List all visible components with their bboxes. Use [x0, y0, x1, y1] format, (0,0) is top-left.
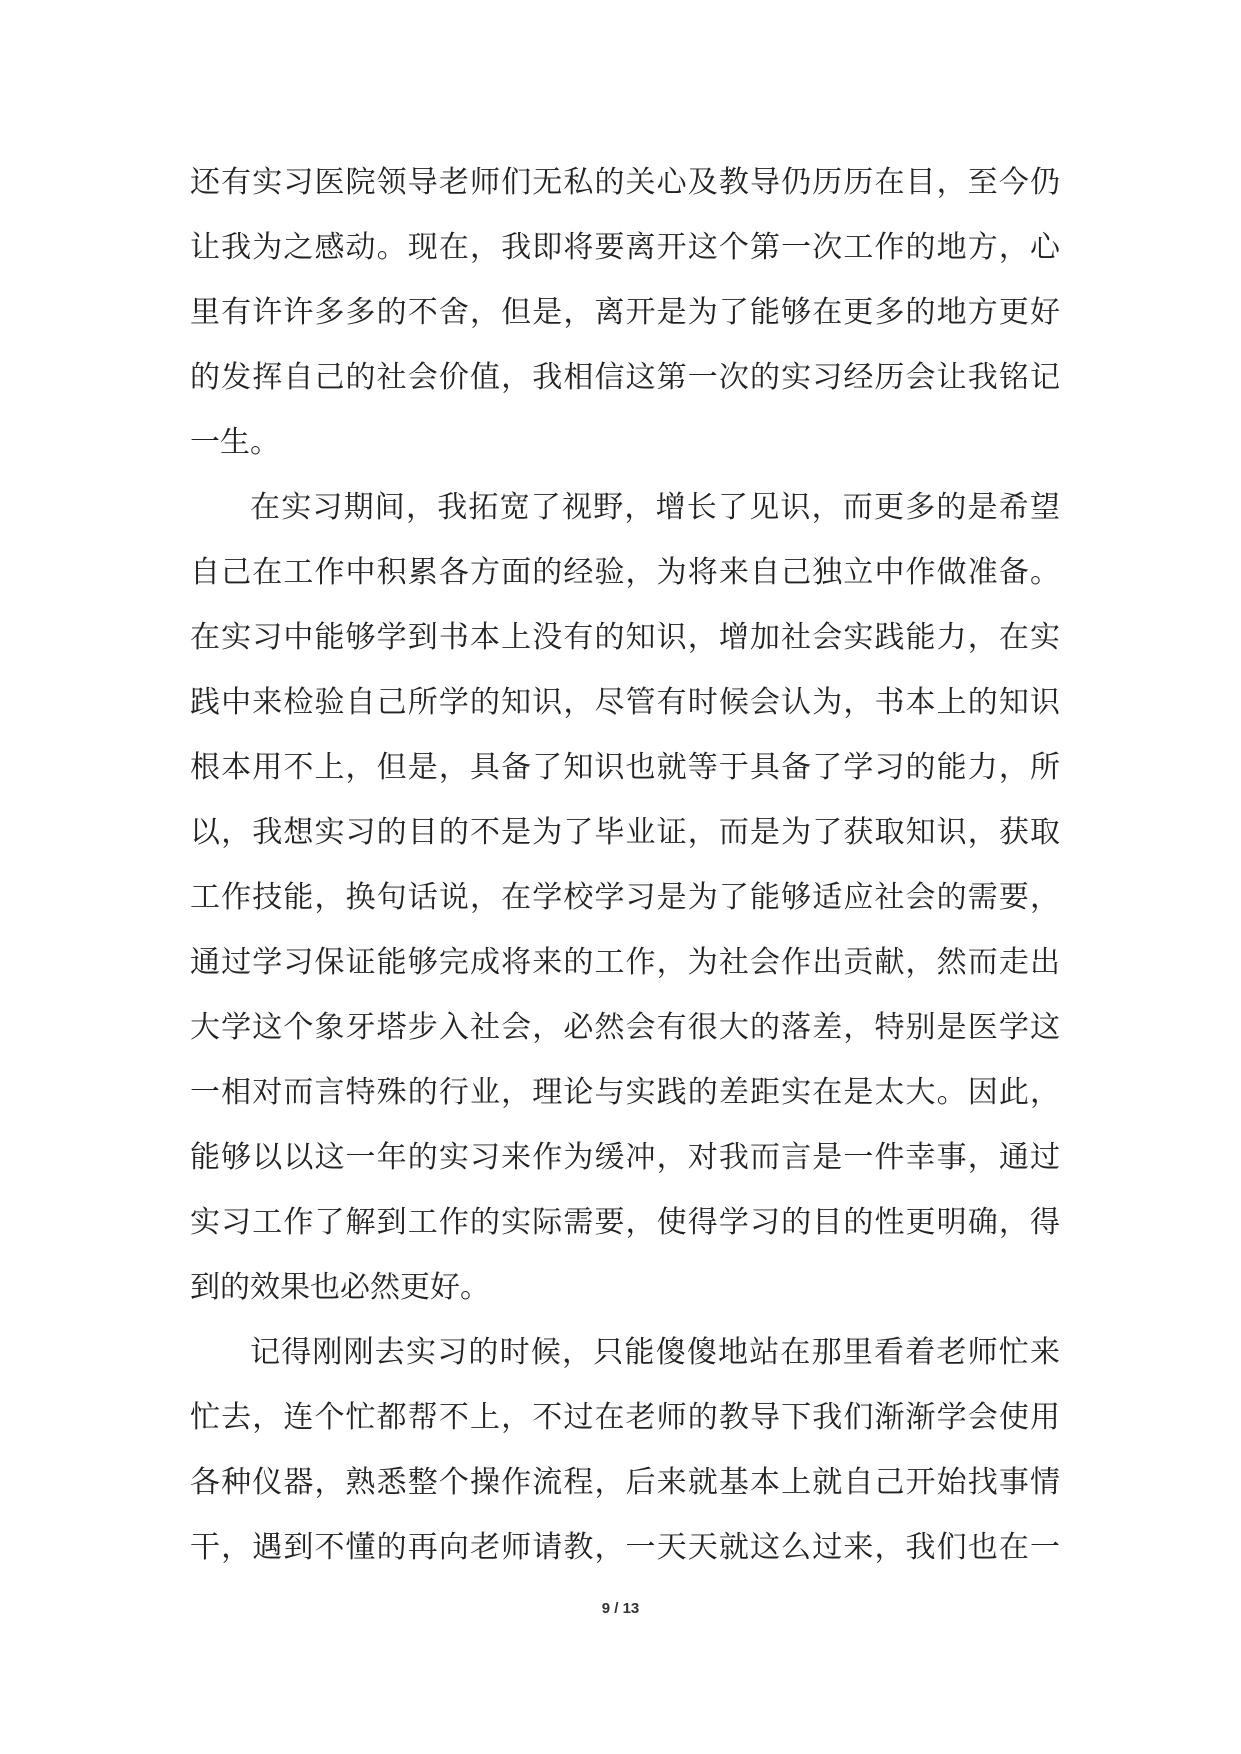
- text-line: 各种仪器，熟悉整个操作流程，后来就基本上就自己开始找事情: [190, 1465, 1060, 1500]
- text-line: 工作技能，换句话说，在学校学习是为了能够适应社会的需要，: [190, 880, 1060, 915]
- text-line: 践中来检验自己所学的知识，尽管有时候会认为，书本上的知识: [190, 685, 1060, 720]
- text-line: 一生。: [190, 425, 280, 460]
- text-line: 一相对而言特殊的行业，理论与实践的差距实在是太大。因此，: [190, 1075, 1060, 1110]
- text-line: 里有许许多多的不舍，但是，离开是为了能够在更多的地方更好: [190, 295, 1060, 330]
- text-line: 自己在工作中积累各方面的经验，为将来自己独立中作做准备。: [190, 555, 1060, 590]
- text-line: 干，遇到不懂的再向老师请教，一天天就这么过来，我们也在一: [190, 1530, 1060, 1565]
- page-number: 9 / 13: [601, 1600, 640, 1617]
- text-line: 还有实习医院领导老师们无私的关心及教导仍历历在目，至今仍: [190, 165, 1060, 200]
- text-line: 记得刚刚去实习的时候，只能傻傻地站在那里看着老师忙来: [250, 1335, 1060, 1370]
- text-line: 大学这个象牙塔步入社会，必然会有很大的落差，特别是医学这: [190, 1010, 1060, 1045]
- text-line: 通过学习保证能够完成将来的工作，为社会作出贡献，然而走出: [190, 945, 1060, 980]
- text-line: 能够以以这一年的实习来作为缓冲，对我而言是一件幸事，通过: [190, 1140, 1060, 1175]
- text-line: 忙去，连个忙都帮不上，不过在老师的教导下我们渐渐学会使用: [190, 1400, 1060, 1435]
- text-line: 根本用不上，但是，具备了知识也就等于具备了学习的能力，所: [190, 750, 1060, 785]
- text-line: 到的效果也必然更好。: [190, 1270, 490, 1305]
- document-body: [190, 150, 1060, 1580]
- text-line: 在实习期间，我拓宽了视野，增长了见识，而更多的是希望: [250, 490, 1060, 525]
- text-line: 实习工作了解到工作的实际需要，使得学习的目的性更明确，得: [190, 1205, 1060, 1240]
- text-line: 让我为之感动。现在，我即将要离开这个第一次工作的地方，心: [190, 230, 1060, 265]
- text-line: 的发挥自己的社会价值，我相信这第一次的实习经历会让我铭记: [190, 360, 1060, 395]
- text-line: 在实习中能够学到书本上没有的知识，增加社会实践能力，在实: [190, 620, 1060, 655]
- text-line: 以，我想实习的目的不是为了毕业证，而是为了获取知识，获取: [190, 815, 1060, 850]
